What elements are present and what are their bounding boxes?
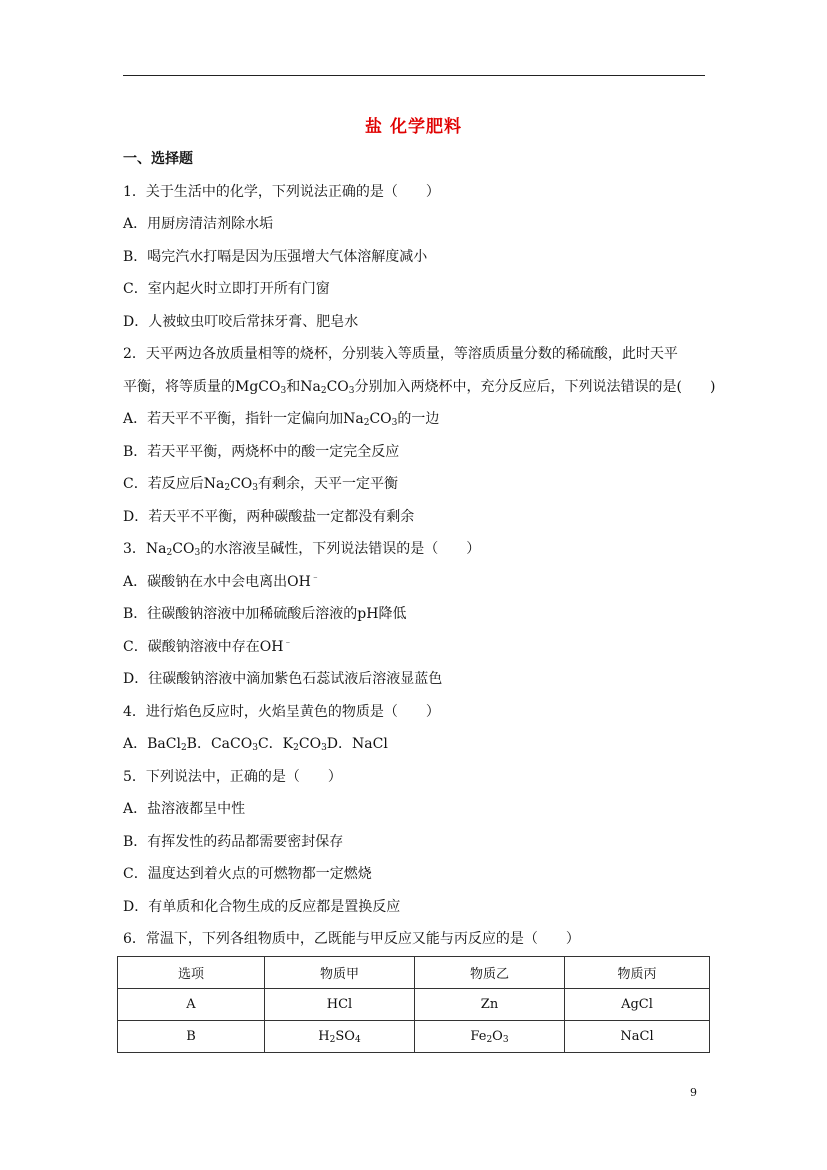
section-heading: 一、选择题: [123, 151, 193, 167]
table-header-cell: 物质丙: [565, 957, 710, 989]
table-header-row: [118, 957, 710, 989]
table-header-cell: 选项: [118, 957, 265, 989]
table-cell: A: [118, 989, 265, 1021]
question-5-stem: 5．下列说法中，正确的是（ ）: [123, 769, 342, 785]
q2-option-d: D．若天平不平衡，两种碳酸盐一定都没有剩余: [123, 509, 415, 525]
q1-option-b: B．喝完汽水打嗝是因为压强增大气体溶解度减小: [123, 249, 428, 265]
table-header-cell: 物质甲: [265, 957, 415, 989]
table-cell: HCl: [265, 989, 415, 1021]
page-number: 9: [690, 1086, 697, 1099]
q5-option-a: A．盐溶液都呈中性: [123, 801, 246, 817]
question-1-stem: 1．关于生活中的化学，下列说法正确的是（ ）: [123, 184, 440, 200]
q5-option-b: B．有挥发性的药品都需要密封保存: [123, 834, 344, 850]
table-cell: NaCl: [565, 1021, 710, 1053]
q3-option-a: A．碳酸钠在水中会电离出OH﹣: [123, 573, 320, 590]
table-row: [118, 989, 710, 1021]
q2-option-c: C．若反应后$Na_2CO_3$有剩余，天平一定平衡: [123, 476, 398, 493]
q1-option-c: C．室内起火时立即打开所有门窗: [123, 281, 330, 297]
q3-option-d: D．往碳酸钠溶液中滴加紫色石蕊试液后溶液显蓝色: [123, 671, 443, 687]
q5-option-d: D．有单质和化合物生成的反应都是置换反应: [123, 899, 401, 915]
question-3-stem: 3．$Na_2CO_3$的水溶液呈碱性，下列说法错误的是（ ）: [123, 541, 481, 558]
question-6-stem: 6．常温下，下列各组物质中，乙既能与甲反应又能与丙反应的是（ ）: [123, 931, 580, 947]
table-header-cell: 物质乙: [415, 957, 565, 989]
options-table: [117, 956, 710, 1053]
q1-option-d: D．人被蚊虫叮咬后常抹牙膏、肥皂水: [123, 314, 359, 330]
table-cell: Zn: [415, 989, 565, 1021]
q2-option-a: A．若天平不平衡，指针一定偏向加$Na_2CO_3$的一边: [123, 411, 440, 428]
q5-option-c: C．温度达到着火点的可燃物都一定燃烧: [123, 866, 372, 882]
table-cell: AgCl: [565, 989, 710, 1021]
table-cell: $H_2SO_4$: [265, 1021, 415, 1053]
question-2-stem-line1: 2．天平两边各放质量相等的烧杯，分别装入等质量，等溶质质量分数的稀硫酸，此时天平: [123, 346, 678, 362]
table-row: [118, 1021, 710, 1053]
page-title: 盐 化学肥料: [365, 117, 462, 137]
q2-option-b: B．若天平平衡，两烧杯中的酸一定完全反应: [123, 444, 400, 460]
table-cell: B: [118, 1021, 265, 1053]
question-2-stem-line2: 平衡，将等质量的MgCO$_3$和$Na_2CO_3$分别加入两烧杯中，充分反应后，下列说法错误的是( ): [123, 379, 716, 396]
q1-option-a: A．用厨房清洁剂除水垢: [123, 216, 274, 232]
q3-option-b: B．往碳酸钠溶液中加稀硫酸后溶液的pH降低: [123, 606, 407, 622]
q3-option-c: C．碳酸钠溶液中存在OH﹣: [123, 638, 293, 655]
table-cell: $Fe_2O_3$: [415, 1021, 565, 1053]
q4-options: A．BaCl$_2$B．CaCO$_3$C．$K_2CO_3D$．NaCl: [123, 736, 388, 753]
question-4-stem: 4．进行焰色反应时，火焰呈黄色的物质是（ ）: [123, 704, 440, 720]
header-rule: [123, 75, 705, 76]
